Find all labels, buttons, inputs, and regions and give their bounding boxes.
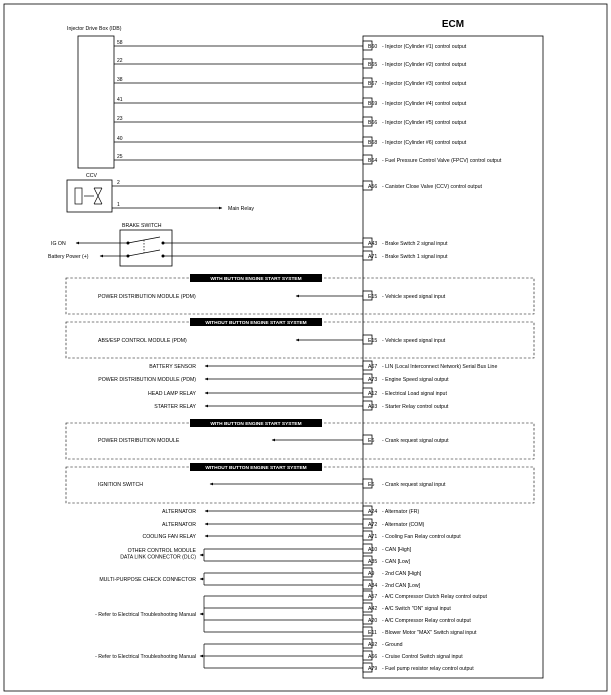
idb-pin: 25 bbox=[117, 154, 123, 160]
alternator-fan-rows bbox=[142, 506, 461, 540]
bus-term: A79 bbox=[368, 666, 378, 672]
option-left-label: POWER DISTRIBUTION MODULE (PDM) bbox=[98, 294, 196, 300]
mid-left-label: HEAD LAMP RELAY bbox=[148, 391, 196, 397]
low-desc: - Alternator (FR) bbox=[382, 509, 420, 515]
bus-term: A57 bbox=[368, 594, 378, 600]
bus-term: A34 bbox=[368, 583, 378, 589]
brake-switch-label: BRAKE SWITCH bbox=[122, 223, 162, 229]
option-left-label: ABS/ESP CONTROL MODULE (PDM) bbox=[98, 338, 187, 344]
mid-term: A93 bbox=[368, 404, 378, 410]
bus-desc: - CAN [Low] bbox=[382, 559, 410, 565]
option-header: WITH BUTTON ENGINE START SYSTEM bbox=[210, 277, 302, 282]
bracket-label: DATA LINK CONNECTOR (DLC) bbox=[120, 554, 196, 561]
bracket-label: OTHER CONTROL MODULE bbox=[127, 548, 196, 554]
injector-desc: - Fuel Pressure Control Valve (FPCV) control output bbox=[382, 158, 502, 164]
idb-title: Injector Drive Box (IDB) bbox=[67, 26, 122, 32]
mid-term: A73 bbox=[368, 377, 378, 383]
injector-term: B64 bbox=[368, 158, 378, 164]
option-left-label: POWER DISTRIBUTION MODULE bbox=[98, 438, 180, 444]
option-desc: - Vehicle speed signal input bbox=[382, 294, 446, 300]
low-term: A72 bbox=[368, 522, 378, 528]
bus-term: A9 bbox=[368, 571, 375, 577]
option-desc: - Crank request signal output bbox=[382, 438, 449, 444]
injector-term: B65 bbox=[368, 62, 378, 68]
mid-desc: - Engine Speed signal output bbox=[382, 377, 449, 383]
option-header: WITH BUTTON ENGINE START SYSTEM bbox=[210, 422, 302, 427]
idb-pin: 38 bbox=[117, 77, 123, 83]
mid-left-label: STARTER RELAY bbox=[154, 404, 196, 410]
idb-pin: 22 bbox=[117, 58, 123, 64]
brake-switch-desc: - Brake Switch 2 signal input bbox=[382, 241, 448, 247]
mid-desc: - Electrical Load signal input bbox=[382, 391, 447, 397]
mid-term: A67 bbox=[368, 364, 378, 370]
injector-desc: - Injector (Cylinder #1) control output bbox=[382, 44, 467, 50]
option-desc: - Vehicle speed signal input bbox=[382, 338, 446, 344]
bracket-label: - Refer to Electrical Troubleshooting Manual bbox=[95, 654, 196, 660]
bus-term: A66 bbox=[368, 654, 378, 660]
brake-switch-component bbox=[120, 230, 172, 266]
injector-desc: - Injector (Cylinder #2) control output bbox=[382, 62, 467, 68]
ccv-label: CCV bbox=[86, 173, 97, 179]
option-term: E6 bbox=[368, 482, 375, 488]
idb-pin: 58 bbox=[117, 40, 123, 46]
idb-box bbox=[78, 36, 114, 168]
mid-left-label: BATTERY SENSOR bbox=[149, 364, 196, 370]
bus-term: A92 bbox=[368, 642, 378, 648]
ccv-pin-relay: 1 bbox=[117, 202, 120, 208]
low-term: A71 bbox=[368, 534, 378, 540]
bus-desc: - A/C Switch "ON" signal input bbox=[382, 606, 451, 612]
idb-pin: 40 bbox=[117, 136, 123, 142]
brake-switch-desc: - Brake Switch 1 signal input bbox=[382, 254, 448, 260]
bus-term: A42 bbox=[368, 606, 378, 612]
low-desc: - Cooling Fan Relay control output bbox=[382, 534, 461, 540]
battery-power-label: Battery Power (+) bbox=[48, 254, 89, 260]
bus-desc: - Cruise Control Switch signal input bbox=[382, 654, 463, 660]
low-left-label: ALTERNATOR bbox=[161, 522, 196, 528]
mid-term: A12 bbox=[368, 391, 378, 397]
injector-term: B66 bbox=[368, 120, 378, 126]
bus-desc: - CAN [High] bbox=[382, 547, 412, 553]
injector-desc: - Injector (Cylinder #4) control output bbox=[382, 101, 467, 107]
bus-desc: - 2nd CAN [High] bbox=[382, 571, 422, 577]
option-term: E15 bbox=[368, 338, 378, 344]
main-relay-label: Main Relay bbox=[228, 206, 254, 212]
option-desc: - Crank request signal input bbox=[382, 482, 446, 488]
bus-term: A20 bbox=[368, 618, 378, 624]
bus-desc: - A/C Compressor Relay control output bbox=[382, 618, 471, 624]
low-left-label: ALTERNATOR bbox=[161, 509, 196, 515]
ig-on-label: IG ON bbox=[51, 241, 66, 247]
brake-switch-term: A43 bbox=[368, 241, 378, 247]
option-term: E15 bbox=[368, 294, 378, 300]
injector-desc: - Injector (Cylinder #3) control output bbox=[382, 81, 467, 87]
bus-term: E11 bbox=[368, 630, 377, 636]
ccv-term: A56 bbox=[368, 184, 378, 190]
injector-desc: - Injector (Cylinder #5) control output bbox=[382, 120, 467, 126]
bus-desc: - A/C Compressor Clutch Relay control output bbox=[382, 594, 487, 600]
option-header: WITHOUT BUTTON ENGINE START SYSTEM bbox=[205, 321, 307, 326]
bus-desc: - Fuel pump resistor relay control output bbox=[382, 666, 474, 672]
low-term: A24 bbox=[368, 509, 378, 515]
ccv-desc: - Canister Close Valve (CCV) control output bbox=[382, 184, 482, 190]
injector-term: B60 bbox=[368, 44, 378, 50]
ecm-title: ECM bbox=[441, 19, 465, 30]
mid-left-label: POWER DISTRIBUTION MODULE (PDM) bbox=[98, 377, 196, 383]
option-header: WITHOUT BUTTON ENGINE START SYSTEM bbox=[205, 466, 307, 471]
low-desc: - Alternator (COM) bbox=[382, 522, 425, 528]
option-left-label: IGNITION SWITCH bbox=[98, 482, 143, 488]
bracket-label: MULTI-PURPOSE CHECK CONNECTOR bbox=[99, 577, 196, 583]
bus-term: A10 bbox=[368, 547, 378, 553]
bus-desc: - Ground bbox=[382, 642, 403, 648]
injector-desc: - Injector (Cylinder #6) control output bbox=[382, 140, 467, 146]
mid-desc: - LIN (Local Interconnect Network) Serial Bus Line bbox=[382, 364, 498, 370]
bracket-label: - Refer to Electrical Troubleshooting Manual bbox=[95, 612, 196, 618]
injector-term: B67 bbox=[368, 81, 378, 87]
ecm-block bbox=[363, 36, 543, 678]
mid-desc: - Starter Relay control output bbox=[382, 404, 449, 410]
injector-term: B68 bbox=[368, 140, 378, 146]
idb-pin: 41 bbox=[117, 97, 123, 103]
brake-switch-term: A71 bbox=[368, 254, 378, 260]
bus-desc: - Blower Motor "MAX" Switch signal input bbox=[382, 630, 477, 636]
bus-desc: - 2nd CAN [Low] bbox=[382, 583, 421, 589]
injector-term: B69 bbox=[368, 101, 378, 107]
ccv-pin-signal: 2 bbox=[117, 180, 120, 186]
bus-term: A35 bbox=[368, 559, 378, 565]
low-left-label: COOLING FAN RELAY bbox=[142, 534, 196, 540]
idb-pin: 23 bbox=[117, 116, 123, 122]
option-term: E6 bbox=[368, 438, 375, 444]
